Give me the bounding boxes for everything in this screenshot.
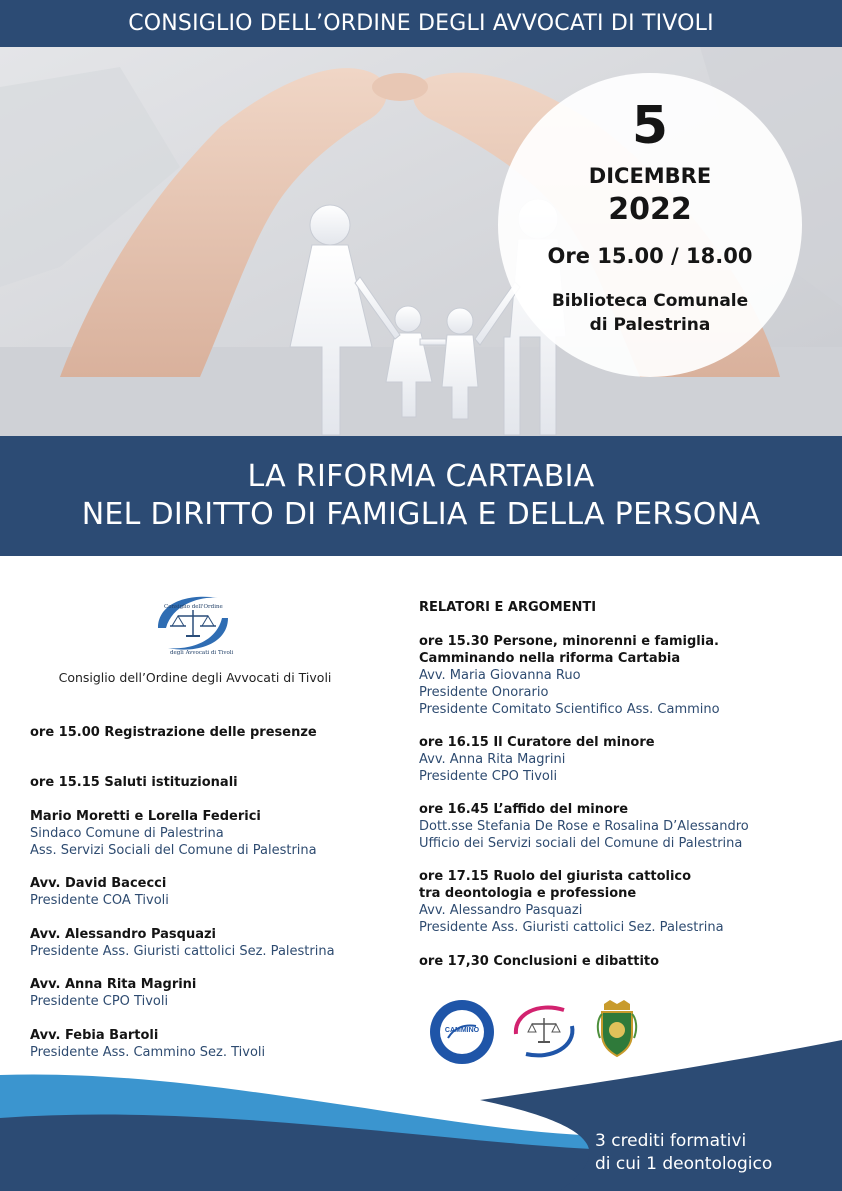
- event-venue-line2: di Palestrina: [589, 315, 711, 335]
- event-venue-line1: Biblioteca Comunale: [551, 291, 749, 311]
- cammino-label: CAMMINO: [444, 1027, 480, 1034]
- talk-detail: Avv. Maria Giovanna Ruo: [419, 668, 581, 683]
- logo-text-top: Consiglio dell'Ordine: [164, 604, 223, 610]
- talk-title: ore 17.15 Ruolo del giurista cattolico: [419, 869, 692, 884]
- coa-caption: Consiglio dell’Ordine degli Avvocati di Tivoli: [58, 670, 332, 685]
- speaker-role: Presidente Ass. Giuristi cattolici Sez. Palestrina: [30, 944, 335, 959]
- coa-logo: [148, 588, 238, 658]
- speaker-name: Mario Moretti e Lorella Federici: [30, 809, 261, 824]
- talk-title: tra deontologia e professione: [419, 886, 637, 901]
- speaker-name: Avv. Alessandro Pasquazi: [30, 927, 217, 942]
- header-org-title: CONSIGLIO DELL’ORDINE DEGLI AVVOCATI DI TIVOLI: [128, 11, 714, 36]
- credits-line2: di cui 1 deontologico: [595, 1154, 773, 1174]
- event-month: DICEMBRE: [588, 164, 712, 188]
- event-year: 2022: [608, 192, 692, 227]
- speaker-name: Avv. Anna Rita Magrini: [30, 977, 197, 992]
- speaker-name: Avv. Febia Bartoli: [30, 1028, 159, 1043]
- talk-detail: Presidente CPO Tivoli: [419, 769, 558, 784]
- speaker-role: Ass. Servizi Sociali del Comune di Palestrina: [30, 843, 317, 858]
- speaker-role: Presidente CPO Tivoli: [30, 994, 169, 1009]
- credits-line1: 3 crediti formativi: [595, 1131, 747, 1151]
- talk-title: ore 16.45 L’affido del minore: [419, 802, 629, 817]
- talk-detail: Dott.sse Stefania De Rose e Rosalina D’Alessandro: [419, 819, 749, 834]
- talk-detail: Avv. Anna Rita Magrini: [419, 752, 566, 767]
- header-bar: [0, 0, 842, 47]
- title-band: [0, 436, 842, 556]
- event-day: 5: [631, 96, 669, 156]
- talk-detail: Ufficio dei Servizi sociali del Comune di Palestrina: [419, 836, 743, 851]
- talk-title: Camminando nella riforma Cartabia: [419, 651, 681, 666]
- title-line2: NEL DIRITTO DI FAMIGLIA E DELLA PERSONA: [81, 497, 761, 532]
- scales-of-justice-icon: [148, 588, 238, 658]
- registration-line: ore 15.00 Registrazione delle presenze: [30, 725, 317, 740]
- speakers-heading: RELATORI E ARGOMENTI: [419, 600, 597, 615]
- talk-detail: Presidente Comitato Scientifico Ass. Cammino: [419, 702, 720, 717]
- talk-title: ore 16.15 Il Curatore del minore: [419, 735, 655, 750]
- speaker-role: Presidente Ass. Cammino Sez. Tivoli: [30, 1045, 266, 1060]
- talk-detail: Presidente Onorario: [419, 685, 549, 700]
- title-line1: LA RIFORMA CARTABIA: [247, 459, 595, 494]
- speaker-role: Sindaco Comune di Palestrina: [30, 826, 224, 841]
- event-time: Ore 15.00 / 18.00: [547, 244, 753, 268]
- talk-title: ore 15.30 Persone, minorenni e famiglia.: [419, 634, 719, 649]
- speaker-name: Avv. David Bacecci: [30, 876, 167, 891]
- credits-note: [595, 1130, 772, 1176]
- logo-text-bottom: degli Avvocati di Tivoli: [170, 650, 234, 656]
- greetings-line: ore 15.15 Saluti istituzionali: [30, 775, 238, 790]
- closing-line: ore 17,30 Conclusioni e dibattito: [419, 954, 660, 969]
- talk-detail: Presidente Ass. Giuristi cattolici Sez. Palestrina: [419, 920, 724, 935]
- talk-detail: Avv. Alessandro Pasquazi: [419, 903, 583, 918]
- speaker-role: Presidente COA Tivoli: [30, 893, 169, 908]
